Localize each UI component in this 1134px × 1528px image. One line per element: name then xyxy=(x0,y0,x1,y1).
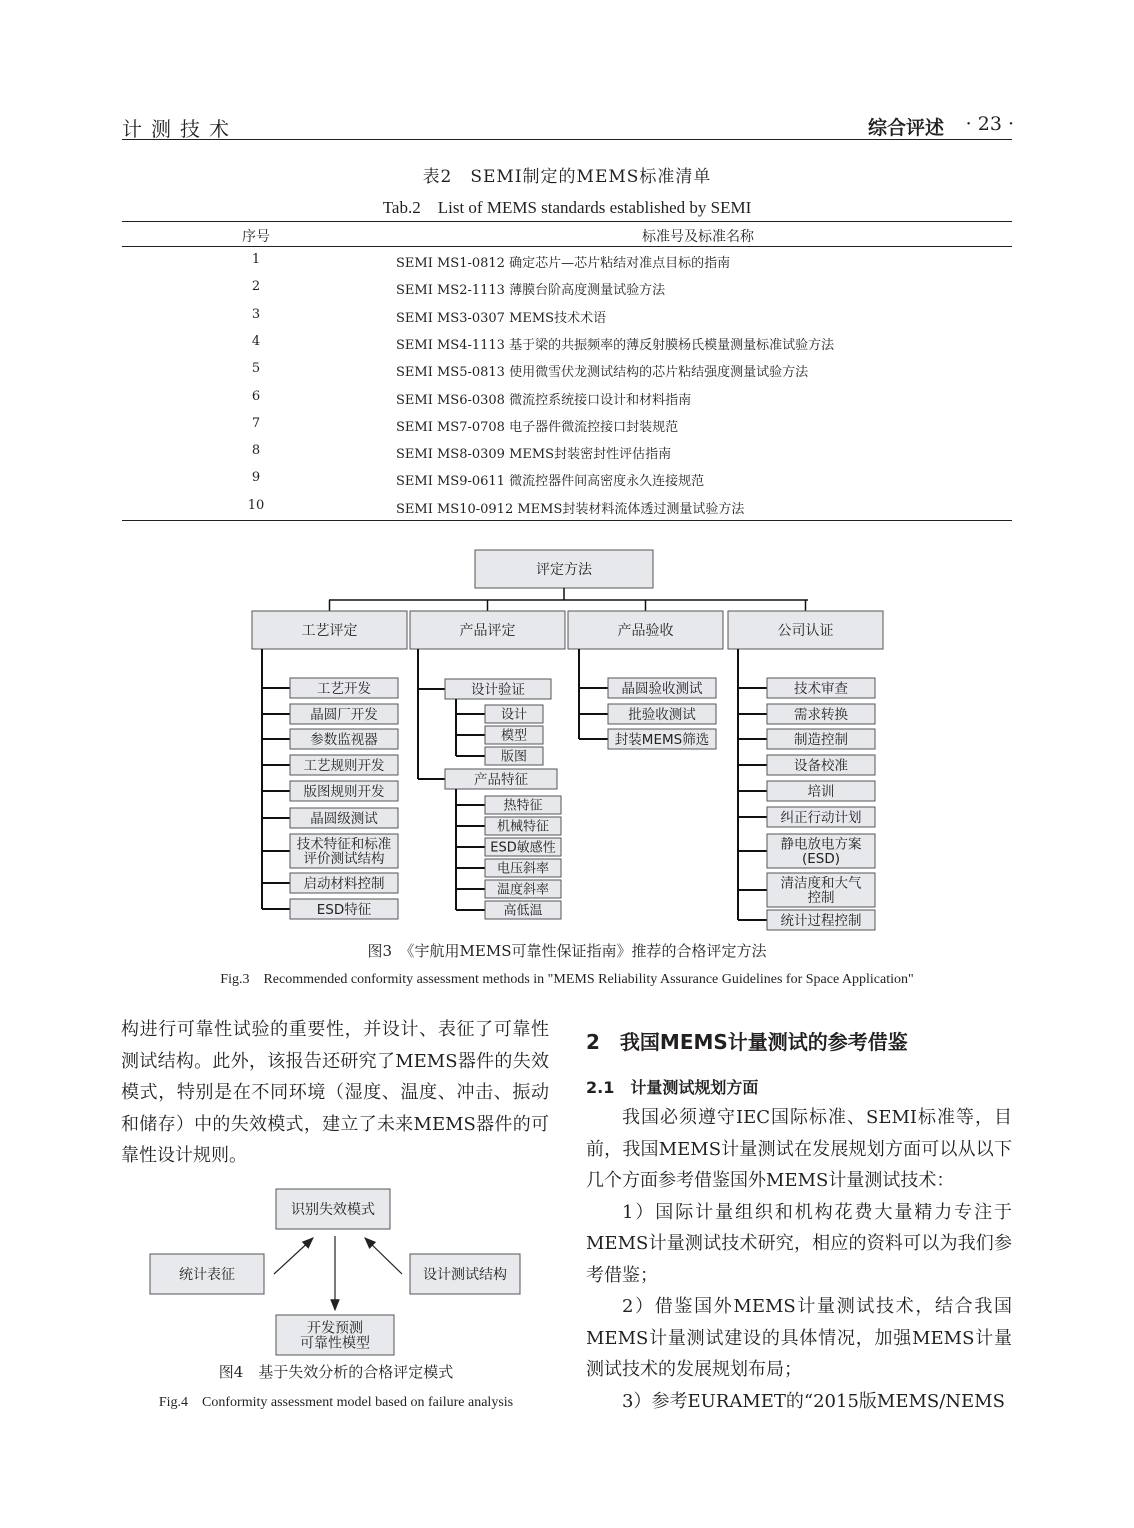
fig3-process-item-label: 技术特征和标准 xyxy=(296,836,392,853)
fig4-cycle-diagram xyxy=(148,1188,528,1358)
fig3-product-item-label: 版图 xyxy=(500,749,528,765)
table-cell-standard: SEMI MS5-0813 使用微雪伏龙测试结构的芯片粘结强度测量试验方法 xyxy=(396,365,809,381)
fig4-bottom-label: 可靠性模型 xyxy=(300,1335,370,1352)
section-2-heading: 2 我国MEMS计量测试的参考借鉴 xyxy=(586,1030,908,1054)
fig3-process-item-label: 评价测试结构 xyxy=(303,851,385,868)
fig4-caption-cn: 图4 基于失效分析的合格评定模式 xyxy=(218,1363,454,1381)
fig3-product-item-label: 机械特征 xyxy=(496,819,550,835)
fig4-right-label: 设计测试结构 xyxy=(423,1267,507,1284)
fig3-process-item-label: 启动材料控制 xyxy=(303,875,385,892)
page-number: · 23 · xyxy=(965,113,1014,135)
list-item: 2）借鉴国外MEMS计量测试技术，结合我国MEMS计量测试建设的具体情况，加强MEMS计量测试技术的发展规划布局； xyxy=(586,1296,1012,1380)
table-cell-index: 1 xyxy=(251,252,261,267)
table-header-name: 标准号及标准名称 xyxy=(642,229,754,245)
fig3-product-item-label: 热特征 xyxy=(503,798,543,814)
header-rule xyxy=(122,139,1012,140)
fig3-company-item-label: 需求转换 xyxy=(794,706,848,723)
paragraph: 我国必须遵守IEC国际标准、SEMI标准等，目前，我国MEMS计量测试在发展规划方面可以从以下几个方面参考借鉴国外MEMS计量测试技术： xyxy=(586,1107,1012,1191)
table-cell-index: 10 xyxy=(247,497,265,513)
fig3-company-item-label: 静电放电方案 xyxy=(780,836,862,853)
table-title-en: Tab.2 List of MEMS standards established by SEMI xyxy=(382,198,752,217)
fig3-caption-en: Fig.3 Recommended conformity assessment methods in "MEMS Reliability Assurance Guidelines for Space Application" xyxy=(220,972,914,987)
fig3-acceptance-item-label: 晶圆验收测试 xyxy=(621,680,703,697)
fig3-acceptance-item-label: 封装MEMS筛选 xyxy=(614,731,710,748)
journal-name: 计测技术 xyxy=(122,117,238,141)
fig3-company-item-label: 清洁度和大气 xyxy=(780,875,862,892)
fig3-company-item-label: (ESD) xyxy=(801,851,841,868)
table-cell-index: 7 xyxy=(251,415,261,431)
fig3-root-label: 评定方法 xyxy=(536,562,592,579)
table-header-rule xyxy=(122,246,1012,247)
fig3-company-item-label: 纠正行动计划 xyxy=(780,809,862,826)
fig3-category-label: 产品验收 xyxy=(617,623,674,640)
fig4-top-label: 识别失效模式 xyxy=(291,1202,375,1219)
fig3-process-item-label: 工艺开发 xyxy=(317,680,371,697)
fig4-bottom-label: 开发预测 xyxy=(307,1320,363,1337)
fig4-arrow xyxy=(365,1238,402,1274)
fig3-process-item-label: 工艺规则开发 xyxy=(303,757,385,774)
table-cell-standard: SEMI MS10-0912 MEMS封装材料流体透过测量试验方法 xyxy=(396,501,745,517)
section-label: 综合评述 xyxy=(867,117,944,139)
fig3-acceptance-item-label: 批验收测试 xyxy=(628,706,696,723)
table-cell-standard: SEMI MS8-0309 MEMS封装密封性评估指南 xyxy=(396,447,672,463)
table-cell-index: 2 xyxy=(251,279,261,295)
table-cell-standard: SEMI MS7-0708 电子器件微流控接口封装规范 xyxy=(396,419,679,435)
list-item: 1）国际计量组织和机构花费大量精力专注于MEMS计量测试技术研究，相应的资料可以为我们参考借鉴； xyxy=(586,1201,1012,1286)
table-cell-standard: SEMI MS1-0812 确定芯片—芯片粘结对准点目标的指南 xyxy=(396,256,731,271)
table-cell-index: 6 xyxy=(251,388,261,404)
table-cell-index: 5 xyxy=(251,361,261,377)
fig4-caption-en: Fig.4 Conformity assessment model based on failure analysis xyxy=(158,1395,514,1410)
table-cell-index: 3 xyxy=(251,306,261,322)
table-cell-standard: SEMI MS3-0307 MEMS技术术语 xyxy=(396,310,607,326)
fig3-category-label: 产品评定 xyxy=(459,623,516,640)
right-body-text xyxy=(586,1102,1012,1417)
fig3-company-item-label: 统计过程控制 xyxy=(780,912,862,929)
fig3-process-item-label: 参数监视器 xyxy=(310,731,378,748)
fig3-product-group-label: 产品特征 xyxy=(474,771,528,788)
fig3-process-item-label: ESD特征 xyxy=(316,901,372,918)
table-cell-index: 8 xyxy=(251,443,261,459)
fig3-process-item-label: 版图规则开发 xyxy=(303,783,385,800)
fig3-company-item-label: 技术审查 xyxy=(794,680,848,697)
left-body-text: 构进行可靠性试验的重要性，并设计、表征了可靠性测试结构。此外，该报告还研究了MEMS器件的失效模式，特别是在不同环境（湿度、温度、冲击、振动和储存）中的失效模式，建立了未来MEMS器件的可靠性设计规则。 xyxy=(121,1019,549,1166)
fig3-product-item-label: 温度斜率 xyxy=(496,882,550,898)
fig3-company-item-label: 设备校准 xyxy=(794,757,848,774)
table-cell-standard: SEMI MS2-1113 薄膜台阶高度测量试验方法 xyxy=(396,283,666,299)
table-cell-standard: SEMI MS4-1113 基于梁的共振频率的薄反射膜杨氏模量测量标准试验方法 xyxy=(396,337,835,353)
fig3-category-label: 工艺评定 xyxy=(301,623,358,640)
table-bottom-rule xyxy=(122,520,1012,521)
section-2-1-heading: 2.1 计量测试规划方面 xyxy=(586,1078,759,1097)
table-top-rule xyxy=(122,221,1012,222)
fig3-company-item-label: 制造控制 xyxy=(794,731,848,748)
fig3-process-item-label: 晶圆厂开发 xyxy=(310,706,378,723)
list-item: 3）参考EURAMET的“2015版MEMS/NEMS xyxy=(622,1390,1005,1412)
table-cell-index: 4 xyxy=(251,333,261,349)
fig3-product-item-label: 设计 xyxy=(500,707,528,723)
fig3-product-item-label: 电压斜率 xyxy=(496,861,550,877)
table-cell-index: 9 xyxy=(251,470,261,486)
fig3-company-item-label: 控制 xyxy=(807,890,835,907)
fig3-caption-cn: 图3 《宇航用MEMS可靠性保证指南》推荐的合格评定方法 xyxy=(367,942,767,960)
table-cell-standard: SEMI MS6-0308 微流控系统接口设计和材料指南 xyxy=(396,392,692,408)
fig3-product-item-label: 模型 xyxy=(500,728,528,744)
fig3-product-item-label: ESD敏感性 xyxy=(490,840,556,856)
table-title-cn: 表2 SEMI制定的MEMS标准清单 xyxy=(422,167,712,187)
fig3-company-item-label: 培训 xyxy=(807,783,835,800)
fig3-product-group-label: 设计验证 xyxy=(471,681,525,698)
fig3-process-item-label: 晶圆级测试 xyxy=(310,810,378,827)
fig4-left-label: 统计表征 xyxy=(179,1267,235,1284)
table-header-index: 序号 xyxy=(242,229,270,245)
fig3-category-label: 公司认证 xyxy=(777,623,834,640)
fig3-product-item-label: 高低温 xyxy=(503,903,543,919)
fig4-arrow xyxy=(274,1238,313,1274)
table-cell-standard: SEMI MS9-0611 微流控器件间高密度永久连接规范 xyxy=(396,474,705,490)
fig3-tree-diagram xyxy=(250,548,890,934)
